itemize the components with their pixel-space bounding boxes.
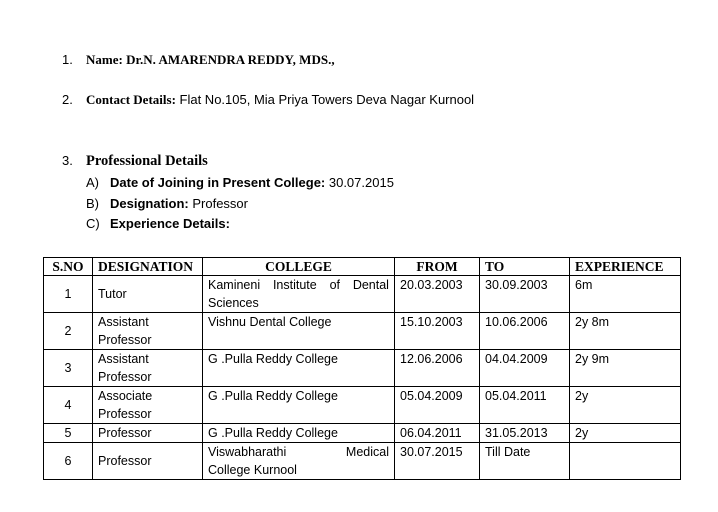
cell-sno: 5: [44, 424, 93, 443]
cell-experience: 2y 8m: [570, 313, 681, 350]
cell-to: 05.04.2011: [480, 387, 570, 424]
table-row: [44, 313, 681, 350]
college-word: Dental: [352, 278, 389, 292]
college-line: Sciences: [208, 296, 259, 310]
cell-from: 15.10.2003: [395, 313, 480, 350]
table-header-row: [44, 258, 681, 276]
cell-experience: [570, 443, 681, 480]
designation-line: Professor: [98, 407, 152, 421]
college-word: Institute: [272, 278, 317, 292]
designation-line: Professor: [98, 370, 152, 384]
cell-designation: [93, 350, 203, 387]
cell-designation: Professor: [93, 443, 203, 480]
cell-college: [203, 276, 395, 313]
cell-experience: 2y: [570, 387, 681, 424]
cell-college: G .Pulla Reddy College: [203, 350, 395, 387]
cell-from: 12.06.2006: [395, 350, 480, 387]
contact-label: Contact Details:: [86, 92, 176, 107]
cell-designation: Tutor: [93, 276, 203, 313]
date-of-joining-value: 30.07.2015: [325, 175, 394, 190]
cell-designation: [93, 313, 203, 350]
cell-college: G .Pulla Reddy College: [203, 387, 395, 424]
cell-sno: 4: [44, 387, 93, 424]
cell-experience: 2y 9m: [570, 350, 681, 387]
professional-details-heading: Professional Details: [86, 153, 208, 169]
cell-to: Till Date: [480, 443, 570, 480]
header-college: COLLEGE: [203, 258, 395, 276]
designation-line: Associate: [98, 389, 153, 403]
table-row: [44, 424, 681, 443]
cell-to: 31.05.2013: [480, 424, 570, 443]
cell-sno: 2: [44, 313, 93, 350]
item-professional-details: [62, 153, 208, 170]
designation-line: Assistant: [98, 315, 149, 329]
cell-sno: 6: [44, 443, 93, 480]
cell-from: 06.04.2011: [395, 424, 480, 443]
item-contact: [62, 92, 474, 108]
college-word: of: [329, 278, 340, 292]
cell-college: Vishnu Dental College: [203, 313, 395, 350]
cell-designation: [93, 387, 203, 424]
subitem-date-of-joining: [86, 175, 394, 190]
table-row: [44, 350, 681, 387]
header-designation: DESIGNATION: [93, 258, 203, 276]
subitem-designation: [86, 196, 248, 211]
cell-from: 05.04.2009: [395, 387, 480, 424]
cell-to: 10.06.2006: [480, 313, 570, 350]
name-label: Name:: [86, 52, 123, 67]
date-of-joining-label: Date of Joining in Present College:: [110, 175, 326, 190]
cell-college: [203, 443, 395, 480]
cell-college: G .Pulla Reddy College: [203, 424, 395, 443]
item-name: [62, 52, 335, 68]
item-number: 3.: [62, 153, 73, 168]
item-number: 1.: [62, 52, 73, 67]
cell-sno: 1: [44, 276, 93, 313]
college-word: Kamineni: [208, 278, 261, 292]
cell-from: 20.03.2003: [395, 276, 480, 313]
name-value: Dr.N. AMARENDRA REDDY, MDS.,: [122, 52, 335, 67]
cell-experience: 2y: [570, 424, 681, 443]
college-line: College Kurnool: [208, 463, 297, 477]
table-row: [44, 443, 681, 480]
cell-designation: Professor: [93, 424, 203, 443]
subitem-letter: C): [86, 216, 100, 231]
header-sno: S.NO: [44, 258, 93, 276]
cell-experience: 6m: [570, 276, 681, 313]
header-from: FROM: [395, 258, 480, 276]
college-word: Viswabharathi: [208, 445, 287, 459]
designation-label: Designation:: [110, 196, 189, 211]
subitem-letter: B): [86, 196, 99, 211]
designation-line: Professor: [98, 333, 152, 347]
designation-line: Assistant: [98, 352, 149, 366]
cell-sno: 3: [44, 350, 93, 387]
header-experience: EXPERIENCE: [570, 258, 681, 276]
table-row: [44, 276, 681, 313]
header-to: TO: [480, 258, 570, 276]
subitem-experience-details: [86, 216, 230, 231]
college-word: Medical: [345, 445, 389, 459]
table-row: [44, 387, 681, 424]
cell-to: 30.09.2003: [480, 276, 570, 313]
cell-from: 30.07.2015: [395, 443, 480, 480]
experience-details-label: Experience Details:: [110, 216, 230, 231]
item-number: 2.: [62, 92, 73, 107]
subitem-letter: A): [86, 175, 99, 190]
designation-value: Professor: [188, 196, 248, 211]
contact-value: Flat No.105, Mia Priya Towers Deva Nagar Kurnool: [175, 92, 475, 107]
experience-table: [43, 257, 681, 480]
cell-to: 04.04.2009: [480, 350, 570, 387]
